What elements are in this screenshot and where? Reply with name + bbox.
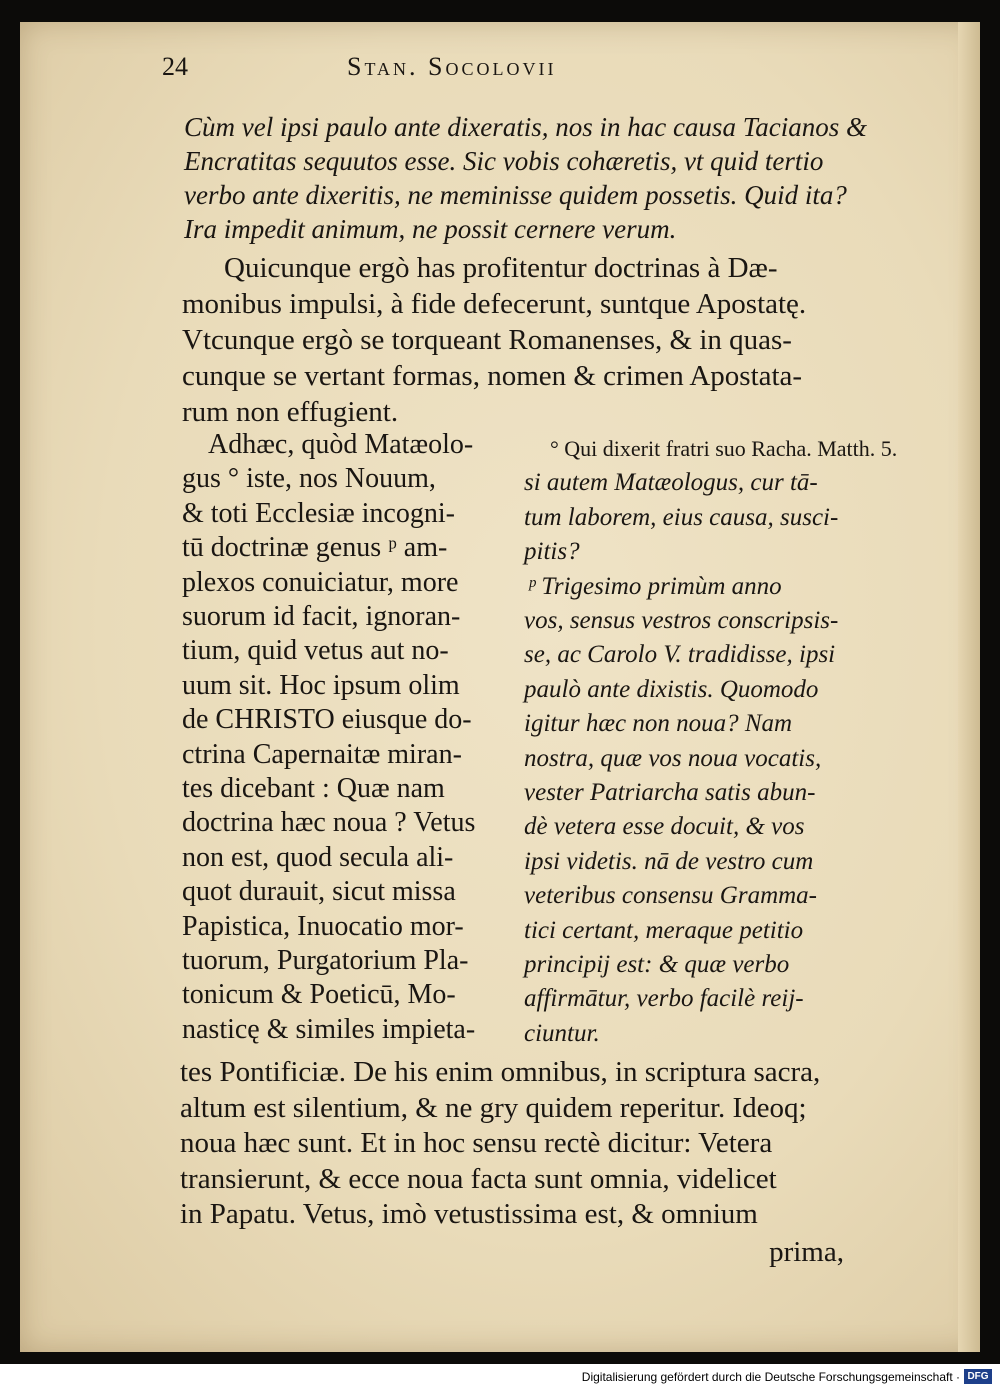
text-line: si autem Matæologus, cur tā- [524,469,818,497]
text-line: tū doctrinæ genus ᵖ am- [182,532,448,564]
text-line: nasticę & similes impieta- [182,1013,476,1045]
text-line: pitis? [524,538,580,566]
text-line: plexos conuiciatur, more [182,566,459,598]
text-line: tes dicebant : Quæ nam [182,773,445,804]
text-line: verbo ante dixeritis, ne meminisse quidem possetis. Quid ita? [184,180,847,210]
text-line: Vtcunque ergò se torqueant Romanenses, & in quas- [182,324,792,356]
funding-notice: Digitalisierung gefördert durch die Deutsche Forschungsgemeinschaft · [581,1370,960,1384]
text-line: quot durauit, sicut missa [182,876,456,908]
text-line: ciuntur. [524,1019,600,1047]
text-line: Papistica, Inuocatio mor- [182,910,464,942]
text-line: Ira impedit animum, ne possit cernere verum. [184,214,677,244]
text-line: suorum id facit, ignoran- [182,601,461,632]
text-line: noua hæc sunt. Et in hoc sensu rectè dicitur: Vetera [180,1127,773,1159]
text-line: cunque se vertant formas, nomen & crimen Apostata- [182,360,803,392]
page-number: 24 [162,52,188,81]
text-line: tonicum & Poeticū, Mo- [182,979,456,1011]
text-line: veteribus consensu Gramma- [524,882,818,910]
text-line: rum non effugient. [182,396,399,428]
text-line: dè vetera esse docuit, & vos [524,813,805,841]
page-spine [958,22,980,1352]
text-line: Adhæc, quòd Matæolo- [208,429,474,460]
text-line: paulò ante dixistis. Quomodo [524,675,819,703]
text-line: tum laborem, eius causa, susci- [524,503,839,531]
text-line: ᵖ Trigesimo primùm anno [528,572,782,600]
text-line: gus ° iste, nos Nouum, [182,463,436,495]
text-line: non est, quod secula ali- [182,841,454,873]
text-line: igitur hæc non noua? Nam [524,710,793,738]
dfg-logo: DFG [964,1369,992,1384]
text-line: in Papatu. Vetus, imò vetustissima est, & omnium [180,1198,758,1230]
text-line: ctrina Capernaitæ miran- [182,738,462,770]
text-line: Quicunque ergò has profitentur doctrinas à Dæ- [224,252,778,284]
text-line: se, ac Carolo V. tradidisse, ipsi [524,641,836,669]
text-line: Encratitas sequutos esse. Sic vobis cohæretis, vt quid tertio [184,146,824,176]
text-line: principij est: & quæ verbo [524,951,790,978]
catchword: prima, [769,1236,844,1268]
text-line: vos, sensus vestros conscripsis- [524,607,839,634]
text-line: altum est silentium, & ne gry quidem reperitur. Ideoq; [180,1091,807,1124]
text-line: & toti Ecclesiæ incogni- [182,497,455,529]
text-line: uum sit. Hoc ipsum olim [182,669,460,701]
running-title: Stan. Socolovii [347,52,557,81]
text-line: vester Patriarcha satis abun- [524,779,816,806]
footer-bar [0,1366,1000,1390]
text-line: affirmātur, verbo facilè reij- [524,985,804,1013]
text-line: tici certant, meraque petitio [524,916,804,944]
text-line: nostra, quæ vos noua vocatis, [524,744,822,772]
text-line: de CHRISTO eiusque do- [182,704,472,736]
text-line: tes Pontificiæ. De his enim omnibus, in scriptura sacra, [180,1056,821,1088]
text-line: monibus impulsi, à fide defecerunt, suntque Apostatę. [182,288,807,320]
text-line: transierunt, & ecce noua facta sunt omnia, videlicet [180,1162,777,1195]
note-o-reference: ° Qui dixerit fratri suo Racha. Matth. 5. [550,436,898,461]
text-line: ipsi videtis. nā de vestro cum [524,847,814,875]
text-line: doctrina hæc noua ? Vetus [182,807,476,839]
text-line: Cùm vel ipsi paulo ante dixeratis, nos in hac causa Tacianos & [184,112,867,142]
text-line: tium, quid vetus aut no- [182,635,449,667]
text-line: tuorum, Purgatorium Pla- [182,945,469,976]
